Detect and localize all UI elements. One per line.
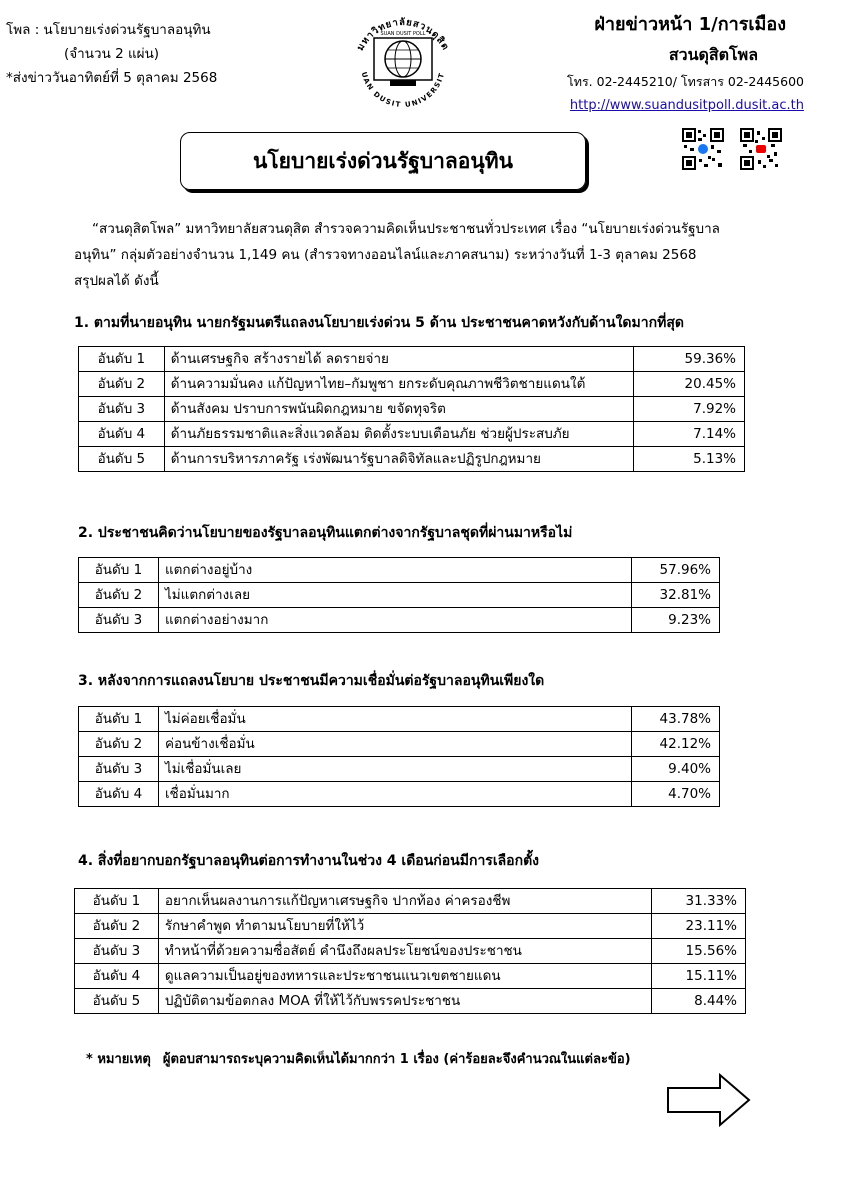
header-right (567, 10, 804, 118)
rank-cell: อันดับ 5 (79, 447, 165, 472)
answer-cell: แตกต่างอย่างมาก (158, 608, 631, 633)
percent-cell: 43.78% (632, 707, 720, 732)
answer-cell: เชื่อมั่นมาก (158, 782, 631, 807)
percent-cell: 8.44% (652, 989, 746, 1014)
release-date: *ส่งข่าววันอาทิตย์ที่ 5 ตุลาคม 2568 (6, 70, 218, 86)
answer-cell: ด้านสังคม ปราบการพนันผิดกฎหมาย ขจัดทุจริต (164, 397, 634, 422)
answer-cell: ไม่เชื่อมั่นเลย (158, 757, 631, 782)
table-row (79, 732, 720, 757)
table-row (79, 372, 745, 397)
table-row (79, 347, 745, 372)
intro-line-3: สรุปผลได้ ดังนี้ (74, 273, 159, 289)
intro-line-2: อนุทิน” กลุ่มตัวอย่างจำนวน 1,149 คน (สำรวจทางออนไลน์และภาคสนาม) ระหว่างวันที่ 1-3 ตุลาคม 2568 (74, 247, 697, 263)
footnote-label: * หมายเหตุ (86, 1052, 151, 1067)
table-row (79, 782, 720, 807)
table-row (79, 707, 720, 732)
rank-cell: อันดับ 3 (79, 608, 159, 633)
rank-cell: อันดับ 5 (75, 989, 159, 1014)
percent-cell: 20.45% (634, 372, 745, 397)
poll-topic: โพล : นโยบายเร่งด่วนรัฐบาลอนุทิน (6, 22, 211, 38)
percent-cell: 4.70% (632, 782, 720, 807)
org-name: สวนดุสิตโพล (668, 45, 758, 64)
question-3-heading: 3. หลังจากการแถลงนโยบาย ประชาชนมีความเชื่อมั่นต่อรัฐบาลอนุทินเพียงใด (78, 673, 545, 689)
footnote (86, 1048, 631, 1069)
rank-cell: อันดับ 1 (79, 558, 159, 583)
department: ฝ่ายข่าวหน้า 1/การเมือง (594, 14, 786, 35)
percent-cell: 32.81% (632, 583, 720, 608)
rank-cell: อันดับ 3 (79, 397, 165, 422)
question-1-heading: 1. ตามที่นายอนุทิน นายกรัฐมนตรีแถลงนโยบายเร่งด่วน 5 ด้าน ประชาชนคาดหวังกับด้านใดมากที่สุด (74, 315, 684, 331)
percent-cell: 9.40% (632, 757, 720, 782)
table-row (79, 447, 745, 472)
percent-cell: 5.13% (634, 447, 745, 472)
percent-cell: 7.92% (634, 397, 745, 422)
answer-cell: ไม่ค่อยเชื่อมั่น (158, 707, 631, 732)
footnote-text: ผู้ตอบสามารถระบุความคิดเห็นได้มากกว่า 1 เรื่อง (ค่าร้อยละจึงคำนวณในแต่ละข้อ) (162, 1052, 631, 1067)
answer-cell: ด้านภัยธรรมชาติและสิ่งแวดล้อม ติดตั้งระบบเตือนภัย ช่วยผู้ประสบภัย (164, 422, 634, 447)
answer-cell: ทำหน้าที่ด้วยความซื่อสัตย์ คำนึงถึงผลประโยชน์ของประชาชน (158, 939, 651, 964)
answer-cell: อยากเห็นผลงานการแก้ปัญหาเศรษฐกิจ ปากท้อง ค่าครองชีพ (158, 889, 651, 914)
table-row (79, 397, 745, 422)
table-row (79, 558, 720, 583)
qr-code-youtube-icon[interactable] (740, 128, 782, 170)
page-title: นโยบายเร่งด่วนรัฐบาลอนุทิน (180, 132, 586, 190)
contact-info: โทร. 02-2445210/ โทรสาร 02-2445600 (567, 74, 804, 89)
answer-cell: ด้านความมั่นคง แก้ปัญหาไทย–กัมพูชา ยกระดับคุณภาพชีวิตชายแดนใต้ (164, 372, 634, 397)
rank-cell: อันดับ 2 (79, 372, 165, 397)
logo-top-text: มหาวิทยาลัยสวนดุสิต (354, 16, 452, 53)
question-4-table (74, 888, 746, 1014)
table-row (75, 964, 746, 989)
answer-cell: แตกต่างอยู่บ้าง (158, 558, 631, 583)
answer-cell: ปฏิบัติตามข้อตกลง MOA ที่ให้ไว้กับพรรคประชาชน (158, 989, 651, 1014)
question-1-table (78, 346, 745, 472)
table-row (75, 914, 746, 939)
rank-cell: อันดับ 1 (75, 889, 159, 914)
table-row (79, 422, 745, 447)
table-row (79, 757, 720, 782)
answer-cell: ไม่แตกต่างเลย (158, 583, 631, 608)
website-link[interactable]: http://www.suandusitpoll.dusit.ac.th (569, 98, 804, 113)
table-row (79, 583, 720, 608)
qr-code-facebook-icon[interactable] (682, 128, 724, 170)
university-logo (344, 8, 462, 120)
answer-cell: รักษาคำพูด ทำตามนโยบายที่ให้ไว้ (158, 914, 651, 939)
logo-seal-text: SUAN DUSIT POLL (380, 31, 426, 37)
rank-cell: อันดับ 1 (79, 707, 159, 732)
table-row (79, 608, 720, 633)
table-row (75, 889, 746, 914)
percent-cell: 15.56% (652, 939, 746, 964)
answer-cell: ด้านการบริหารภาครัฐ เร่งพัฒนารัฐบาลดิจิทัลและปฏิรูปกฎหมาย (164, 447, 634, 472)
rank-cell: อันดับ 2 (75, 914, 159, 939)
answer-cell: ดูแลความเป็นอยู่ของทหารและประชาชนแนวเขตชายแดน (158, 964, 651, 989)
question-3-table (78, 706, 720, 807)
page-count: (จำนวน 2 แผ่น) (64, 46, 160, 62)
next-page-arrow-icon[interactable] (666, 1072, 752, 1128)
rank-cell: อันดับ 1 (79, 347, 165, 372)
percent-cell: 15.11% (652, 964, 746, 989)
rank-cell: อันดับ 4 (75, 964, 159, 989)
rank-cell: อันดับ 2 (79, 732, 159, 757)
percent-cell: 59.36% (634, 347, 745, 372)
rank-cell: อันดับ 3 (79, 757, 159, 782)
table-row (75, 989, 746, 1014)
question-2-heading: 2. ประชาชนคิดว่านโยบายของรัฐบาลอนุทินแตกต่างจากรัฐบาลชุดที่ผ่านมาหรือไม่ (78, 525, 573, 541)
percent-cell: 31.33% (652, 889, 746, 914)
percent-cell: 7.14% (634, 422, 745, 447)
percent-cell: 57.96% (632, 558, 720, 583)
answer-cell: ค่อนข้างเชื่อมั่น (158, 732, 631, 757)
intro-line-1: “สวนดุสิตโพล” มหาวิทยาลัยสวนดุสิต สำรวจความคิดเห็นประชาชนทั่วประเทศ เรื่อง “นโยบายเร่งด่วนรัฐบาล (92, 221, 720, 237)
percent-cell: 23.11% (652, 914, 746, 939)
percent-cell: 9.23% (632, 608, 720, 633)
question-2-table (78, 557, 720, 633)
logo-bottom-text: UAN DUSIT UNIVERSIT (359, 71, 447, 109)
table-row (75, 939, 746, 964)
intro-paragraph (74, 216, 796, 294)
question-4-heading: 4. สิ่งที่อยากบอกรัฐบาลอนุทินต่อการทำงานในช่วง 4 เดือนก่อนมีการเลือกตั้ง (78, 853, 539, 869)
rank-cell: อันดับ 4 (79, 422, 165, 447)
header-left (6, 18, 217, 90)
answer-cell: ด้านเศรษฐกิจ สร้างรายได้ ลดรายจ่าย (164, 347, 634, 372)
rank-cell: อันดับ 4 (79, 782, 159, 807)
rank-cell: อันดับ 3 (75, 939, 159, 964)
rank-cell: อันดับ 2 (79, 583, 159, 608)
percent-cell: 42.12% (632, 732, 720, 757)
